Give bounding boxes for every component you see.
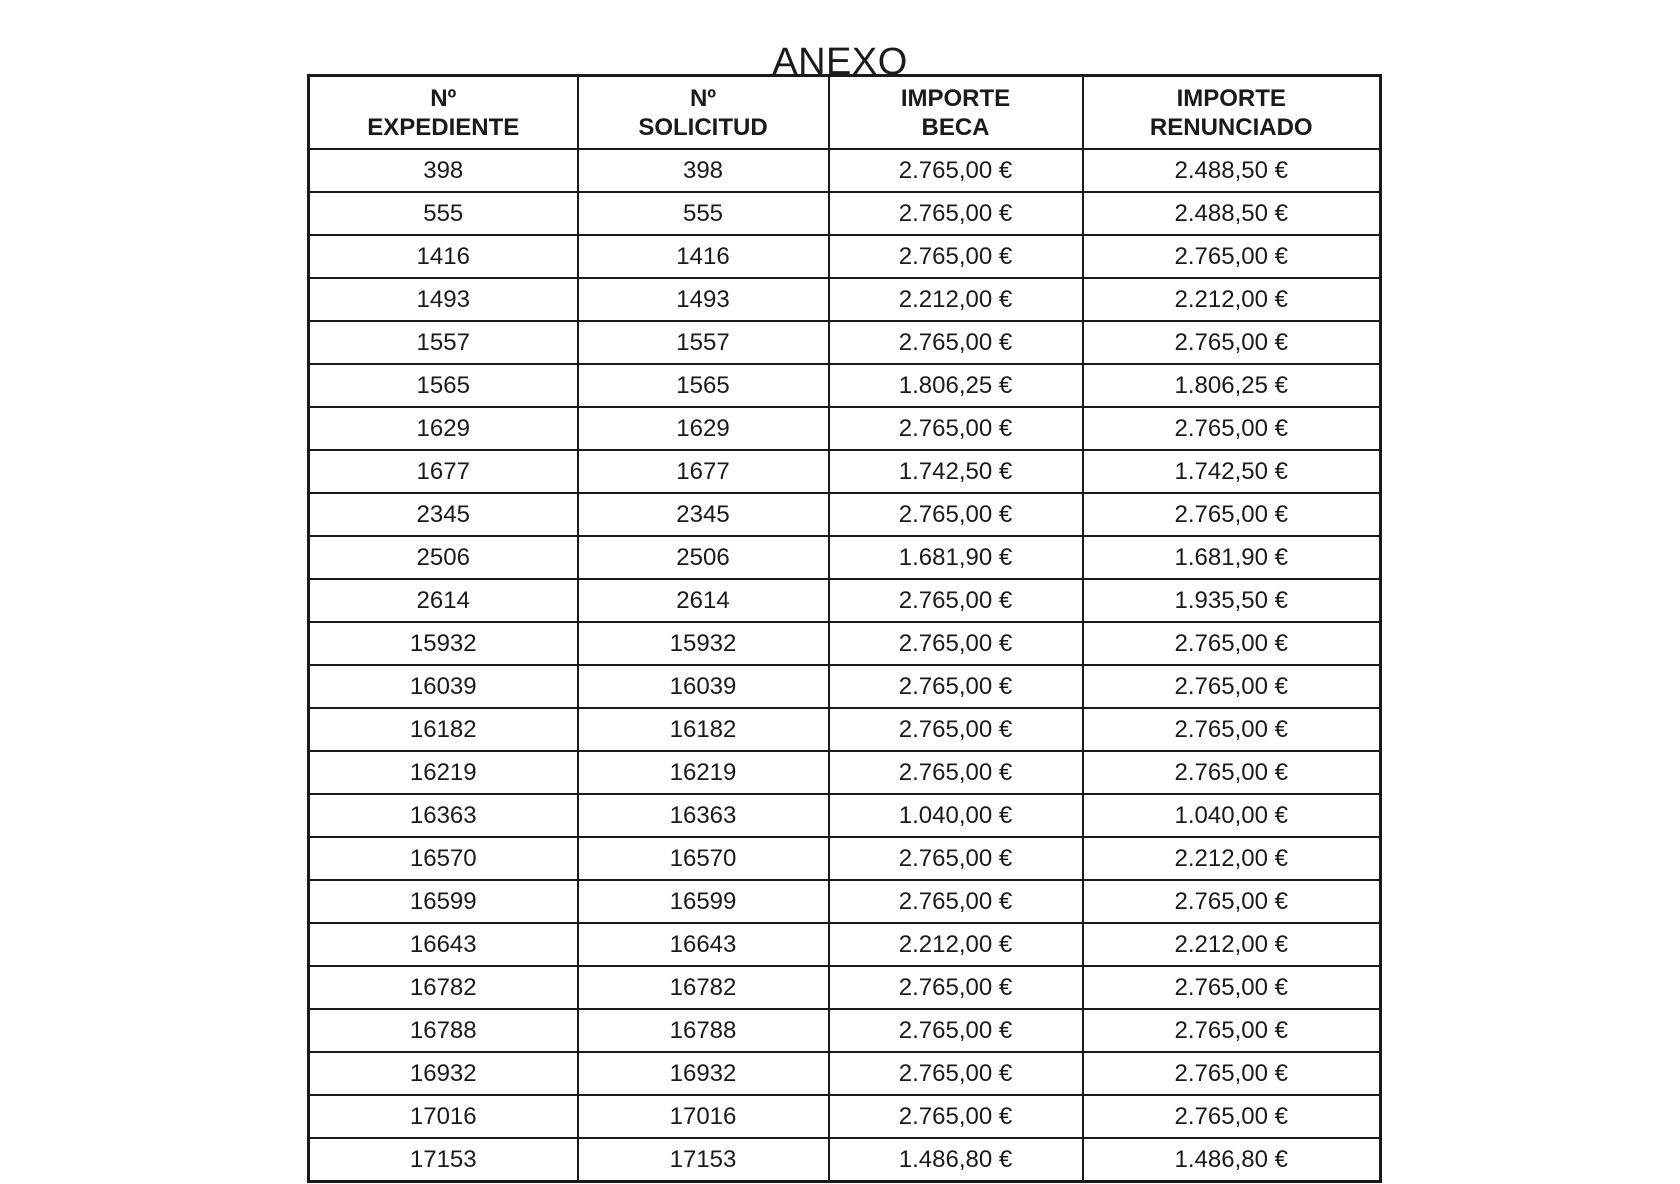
cell-importe-beca: 1.681,90 € [829,536,1083,579]
table-row [309,665,1381,708]
table-row [309,149,1381,192]
cell-solicitud: 16643 [578,923,829,966]
header-importe-renunciado [1083,76,1381,150]
cell-expediente: 398 [309,149,578,192]
cell-expediente: 16363 [309,794,578,837]
cell-solicitud: 1493 [578,278,829,321]
cell-solicitud: 2345 [578,493,829,536]
table-row [309,407,1381,450]
cell-expediente: 16932 [309,1052,578,1095]
cell-importe-renunciado: 2.765,00 € [1083,321,1381,364]
cell-importe-renunciado: 2.765,00 € [1083,493,1381,536]
cell-importe-beca: 2.765,00 € [829,837,1083,880]
cell-importe-beca: 2.765,00 € [829,235,1083,278]
cell-expediente: 2345 [309,493,578,536]
table-row [309,794,1381,837]
table-row [309,1009,1381,1052]
cell-expediente: 2614 [309,579,578,622]
cell-solicitud: 2614 [578,579,829,622]
cell-importe-renunciado: 2.212,00 € [1083,923,1381,966]
cell-expediente: 1565 [309,364,578,407]
table-row [309,708,1381,751]
cell-expediente: 1629 [309,407,578,450]
table-row [309,880,1381,923]
cell-importe-renunciado: 2.765,00 € [1083,751,1381,794]
header-line: IMPORTE [1176,84,1286,112]
cell-solicitud: 16039 [578,665,829,708]
annex-table [307,74,1382,1183]
cell-importe-beca: 2.765,00 € [829,1095,1083,1138]
cell-importe-renunciado: 2.212,00 € [1083,837,1381,880]
cell-solicitud: 16782 [578,966,829,1009]
cell-importe-renunciado: 2.765,00 € [1083,708,1381,751]
cell-importe-renunciado: 2.765,00 € [1083,622,1381,665]
cell-expediente: 16219 [309,751,578,794]
table-body [309,149,1381,1182]
cell-importe-renunciado: 2.212,00 € [1083,278,1381,321]
header-line: IMPORTE [900,84,1011,112]
cell-expediente: 1677 [309,450,578,493]
cell-importe-renunciado: 1.742,50 € [1083,450,1381,493]
cell-importe-beca: 2.212,00 € [829,278,1083,321]
cell-importe-beca: 2.765,00 € [829,1052,1083,1095]
cell-solicitud: 1629 [578,407,829,450]
cell-solicitud: 16570 [578,837,829,880]
cell-importe-renunciado: 2.765,00 € [1083,1095,1381,1138]
table-row [309,923,1381,966]
cell-expediente: 17016 [309,1095,578,1138]
cell-importe-beca: 1.806,25 € [829,364,1083,407]
cell-importe-beca: 2.765,00 € [829,407,1083,450]
header-solicitud [578,76,829,150]
cell-importe-renunciado: 2.765,00 € [1083,1052,1381,1095]
cell-solicitud: 2506 [578,536,829,579]
cell-importe-beca: 2.765,00 € [829,192,1083,235]
cell-solicitud: 1557 [578,321,829,364]
table-row [309,450,1381,493]
header-line: Nº [689,84,717,112]
cell-solicitud: 16599 [578,880,829,923]
cell-importe-renunciado: 2.765,00 € [1083,665,1381,708]
cell-solicitud: 17016 [578,1095,829,1138]
header-importe-beca [829,76,1083,150]
cell-importe-beca: 2.765,00 € [829,622,1083,665]
header-line: SOLICITUD [638,113,768,141]
cell-importe-beca: 2.765,00 € [829,493,1083,536]
cell-expediente: 16599 [309,880,578,923]
cell-importe-beca: 2.765,00 € [829,149,1083,192]
table-header [309,76,1381,150]
cell-expediente: 16182 [309,708,578,751]
table-row [309,192,1381,235]
cell-importe-beca: 2.765,00 € [829,880,1083,923]
cell-solicitud: 16788 [578,1009,829,1052]
cell-importe-renunciado: 1.040,00 € [1083,794,1381,837]
cell-solicitud: 17153 [578,1138,829,1182]
table-row [309,536,1381,579]
cell-importe-renunciado: 2.488,50 € [1083,149,1381,192]
header-line: EXPEDIENTE [367,113,520,141]
cell-importe-beca: 2.212,00 € [829,923,1083,966]
table-row [309,579,1381,622]
cell-importe-beca: 2.765,00 € [829,1009,1083,1052]
header-line: Nº [430,84,457,112]
cell-expediente: 16782 [309,966,578,1009]
cell-importe-renunciado: 2.488,50 € [1083,192,1381,235]
cell-importe-beca: 2.765,00 € [829,665,1083,708]
cell-importe-beca: 2.765,00 € [829,579,1083,622]
cell-solicitud: 15932 [578,622,829,665]
cell-importe-renunciado: 1.681,90 € [1083,536,1381,579]
cell-importe-renunciado: 2.765,00 € [1083,1009,1381,1052]
cell-solicitud: 1677 [578,450,829,493]
table-row [309,321,1381,364]
cell-expediente: 16570 [309,837,578,880]
cell-importe-renunciado: 2.765,00 € [1083,235,1381,278]
cell-importe-renunciado: 1.486,80 € [1083,1138,1381,1182]
cell-importe-beca: 1.486,80 € [829,1138,1083,1182]
table-row [309,278,1381,321]
table-row [309,1138,1381,1182]
table-row [309,622,1381,665]
cell-solicitud: 16363 [578,794,829,837]
cell-importe-beca: 1.040,00 € [829,794,1083,837]
cell-solicitud: 1416 [578,235,829,278]
cell-importe-renunciado: 2.765,00 € [1083,880,1381,923]
table-row [309,1095,1381,1138]
cell-importe-beca: 2.765,00 € [829,321,1083,364]
table-row [309,364,1381,407]
table-row [309,1052,1381,1095]
cell-solicitud: 16932 [578,1052,829,1095]
cell-expediente: 15932 [309,622,578,665]
cell-importe-beca: 2.765,00 € [829,708,1083,751]
cell-importe-renunciado: 1.806,25 € [1083,364,1381,407]
cell-importe-beca: 2.765,00 € [829,751,1083,794]
cell-importe-renunciado: 2.765,00 € [1083,966,1381,1009]
cell-expediente: 1557 [309,321,578,364]
cell-solicitud: 398 [578,149,829,192]
page-title: ANEXO [772,41,908,84]
cell-importe-renunciado: 2.765,00 € [1083,407,1381,450]
header-row [309,76,1381,150]
cell-importe-beca: 1.742,50 € [829,450,1083,493]
table-row [309,837,1381,880]
cell-expediente: 2506 [309,536,578,579]
cell-expediente: 1416 [309,235,578,278]
cell-expediente: 16643 [309,923,578,966]
header-line: RENUNCIADO [1149,113,1313,141]
cell-solicitud: 16182 [578,708,829,751]
cell-expediente: 16039 [309,665,578,708]
table-row [309,751,1381,794]
table-row [309,966,1381,1009]
cell-importe-beca: 2.765,00 € [829,966,1083,1009]
table-row [309,235,1381,278]
cell-expediente: 17153 [309,1138,578,1182]
header-expediente [309,76,578,150]
cell-expediente: 16788 [309,1009,578,1052]
cell-solicitud: 16219 [578,751,829,794]
cell-solicitud: 555 [578,192,829,235]
table-row [309,493,1381,536]
cell-expediente: 555 [309,192,578,235]
cell-solicitud: 1565 [578,364,829,407]
cell-expediente: 1493 [309,278,578,321]
cell-importe-renunciado: 1.935,50 € [1083,579,1381,622]
header-line: BECA [921,113,990,141]
